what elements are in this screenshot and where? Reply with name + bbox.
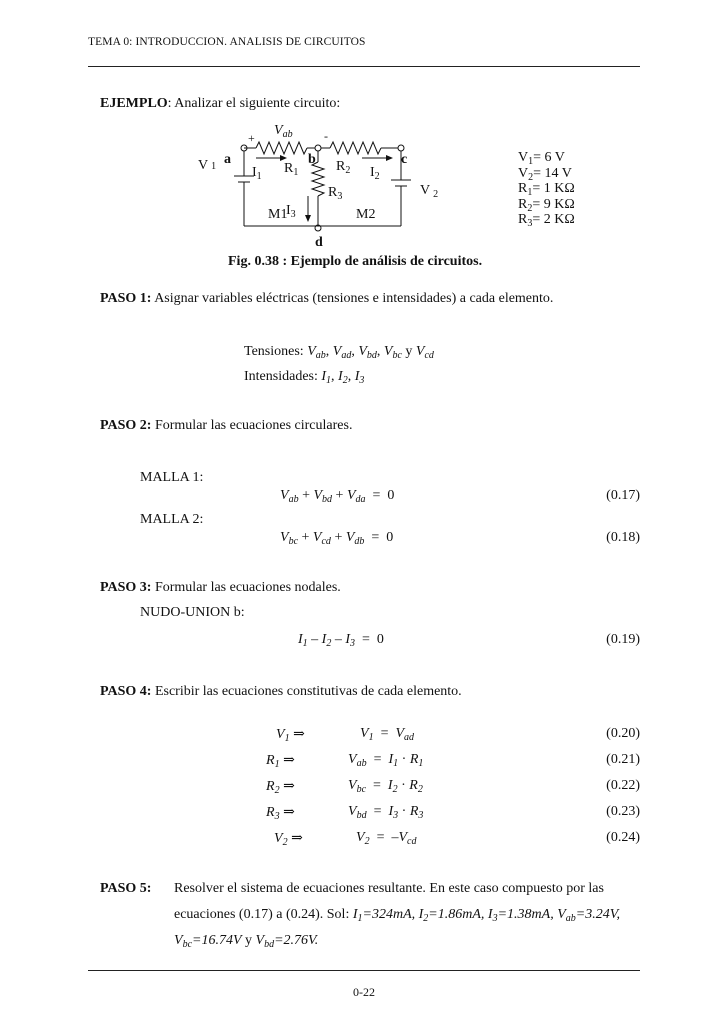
example-label: EJEMPLO bbox=[100, 96, 168, 111]
eqnum-0-18: (0.18) bbox=[606, 530, 640, 545]
nudo-label: NUDO-UNION b: bbox=[140, 605, 245, 620]
sol-i3: $I_3=1.38mA$, bbox=[487, 907, 558, 924]
value-v2: $V_2= 14$ V bbox=[518, 165, 572, 183]
equation-0-20-lhs: $V_1$ ⇒ bbox=[276, 727, 305, 744]
paso5-label: PASO 5: bbox=[100, 881, 152, 896]
eqnum-0-22: (0.22) bbox=[606, 778, 640, 793]
eqnum-0-21: (0.21) bbox=[606, 752, 640, 767]
sol-vab: $V_{ab}=3.24V$, bbox=[557, 907, 620, 924]
paso4-text: Escribir las ecuaciones constitutivas de cada elemento. bbox=[151, 684, 462, 699]
r3-label: $R_3$ bbox=[328, 185, 343, 202]
example-line bbox=[100, 96, 340, 112]
page-number: 0-22 bbox=[353, 985, 375, 999]
value-r1: $R_1= 1$ KΩ bbox=[518, 181, 575, 198]
resistor-r2 bbox=[330, 142, 381, 154]
arrow-i3 bbox=[305, 215, 311, 222]
equation-0-24-rhs: $V_2 = -V_{cd}$ bbox=[356, 830, 417, 847]
running-header: TEMA 0: INTRODUCCION. ANALISIS DE CIRCUITOS bbox=[88, 36, 366, 48]
eqnum-0-24: (0.24) bbox=[606, 830, 640, 845]
paso5-line1: Resolver el sistema de ecuaciones resultante. En este caso compuesto por las bbox=[174, 881, 604, 896]
sol-i1: $I_1=324mA$, bbox=[352, 907, 419, 924]
equation-0-21-rhs: $V_{ab} = I_1 \cdot R_1$ bbox=[348, 752, 424, 769]
paso3-line bbox=[100, 580, 341, 596]
value-r2: $R_2= 9$ KΩ bbox=[518, 196, 575, 214]
paso2-line bbox=[100, 418, 352, 434]
node-c: c bbox=[401, 152, 408, 167]
tensiones-line: Tensiones: $V_{ab}$, $V_{ad}$, $V_{bd}$, $V_{bc}$ y $V_{cd}$ bbox=[244, 344, 434, 361]
node-b: b bbox=[308, 152, 316, 167]
intensidades-line: Intensidades: $I_1$, $I_2$, $I_3$ bbox=[244, 369, 365, 386]
value-v1: $V_1= 6$ V bbox=[518, 150, 565, 167]
r1-label: $R_1$ bbox=[284, 161, 299, 178]
equation-0-23-lhs: $R_3$ ⇒ bbox=[266, 805, 295, 822]
resistor-r3 bbox=[312, 162, 324, 196]
v1-label: V 1 bbox=[198, 158, 217, 173]
paso2-text: Formular las ecuaciones circulares. bbox=[151, 418, 353, 433]
vab-label: $V_{ab}$ bbox=[274, 123, 293, 140]
equation-0-21-lhs: $R_1$ ⇒ bbox=[266, 753, 295, 770]
eqnum-0-19: (0.19) bbox=[606, 632, 640, 647]
equation-0-22-rhs: $V_{bc} = I_2 \cdot R_2$ bbox=[348, 778, 423, 795]
malla1-label: MALLA 1: bbox=[140, 470, 204, 485]
paso1-text: Asignar variables eléctricas (tensiones e intensidades) a cada elemento. bbox=[151, 291, 554, 306]
sol-vbd: $V_{bd}=2.76V$. bbox=[255, 933, 319, 950]
arrow-i2 bbox=[386, 155, 393, 161]
equation-0-23-rhs: $V_{bd} = I_3 \cdot R_3$ bbox=[348, 804, 424, 821]
paso1-line bbox=[100, 291, 553, 307]
equation-0-18: $V_{bc} + V_{cd} + V_{db} = 0$ bbox=[280, 530, 394, 547]
paso4-label: PASO 4: bbox=[100, 684, 152, 699]
minus-sign: - bbox=[324, 129, 328, 143]
paso2-label: PASO 2: bbox=[100, 418, 152, 433]
figure-caption: Fig. 0.38 : Ejemplo de análisis de circuitos. bbox=[228, 254, 483, 269]
paso3-text: Formular las ecuaciones nodales. bbox=[151, 580, 341, 595]
eqnum-0-23: (0.23) bbox=[606, 804, 640, 819]
header-rule bbox=[88, 66, 640, 67]
paso5-line2: ecuaciones (0.17) a (0.24). Sol: $I_1=324mA$, $I_2=1.86mA$, $I_3=1.38mA$, $V_{ab}=3.24V$, bbox=[174, 907, 620, 924]
equation-0-19: $I_1 - I_2 - I_3 = 0$ bbox=[298, 632, 384, 649]
equation-0-17: $V_{ab} + V_{bd} + V_{da} = 0$ bbox=[280, 488, 395, 505]
eqnum-0-20: (0.20) bbox=[606, 726, 640, 741]
paso4-line bbox=[100, 684, 462, 700]
equation-0-20-rhs: $V_1 = V_{ad}$ bbox=[360, 726, 415, 743]
r2-label: $R_2$ bbox=[336, 159, 351, 176]
component-values bbox=[518, 150, 575, 228]
plus-sign: + bbox=[248, 131, 255, 145]
example-text: : Analizar el siguiente circuito: bbox=[167, 96, 341, 111]
equation-0-24-lhs: $V_2$ ⇒ bbox=[274, 831, 303, 848]
i1-label: $I_1$ bbox=[252, 165, 262, 182]
resistor-r1 bbox=[256, 142, 307, 154]
paso1-label: PASO 1: bbox=[100, 291, 152, 306]
mesh-m2-label: M2 bbox=[356, 207, 376, 222]
paso5-line3: $V_{bc}=16.74V$ y $V_{bd}=2.76V$. bbox=[174, 933, 319, 950]
sol-i2: $I_2=1.86mA$, bbox=[418, 907, 488, 924]
node-a: a bbox=[224, 152, 231, 167]
v2-label: V $_2$ bbox=[420, 183, 439, 200]
node-d: d bbox=[315, 235, 323, 248]
equation-0-22-lhs: $R_2$ ⇒ bbox=[266, 779, 295, 796]
mesh-m1-label: M1 bbox=[268, 207, 288, 222]
paso3-label: PASO 3: bbox=[100, 580, 152, 595]
malla2-label: MALLA 2: bbox=[140, 512, 204, 527]
i3-label: $I_3$ bbox=[286, 203, 296, 220]
eqnum-0-17: (0.17) bbox=[606, 488, 640, 503]
sol-vbc: $V_{bc}=16.74V$ bbox=[174, 933, 242, 950]
i2-label: $I_2$ bbox=[370, 165, 380, 182]
value-r3: $R_3= 2$ KΩ bbox=[518, 212, 575, 229]
footer-rule bbox=[88, 970, 640, 971]
